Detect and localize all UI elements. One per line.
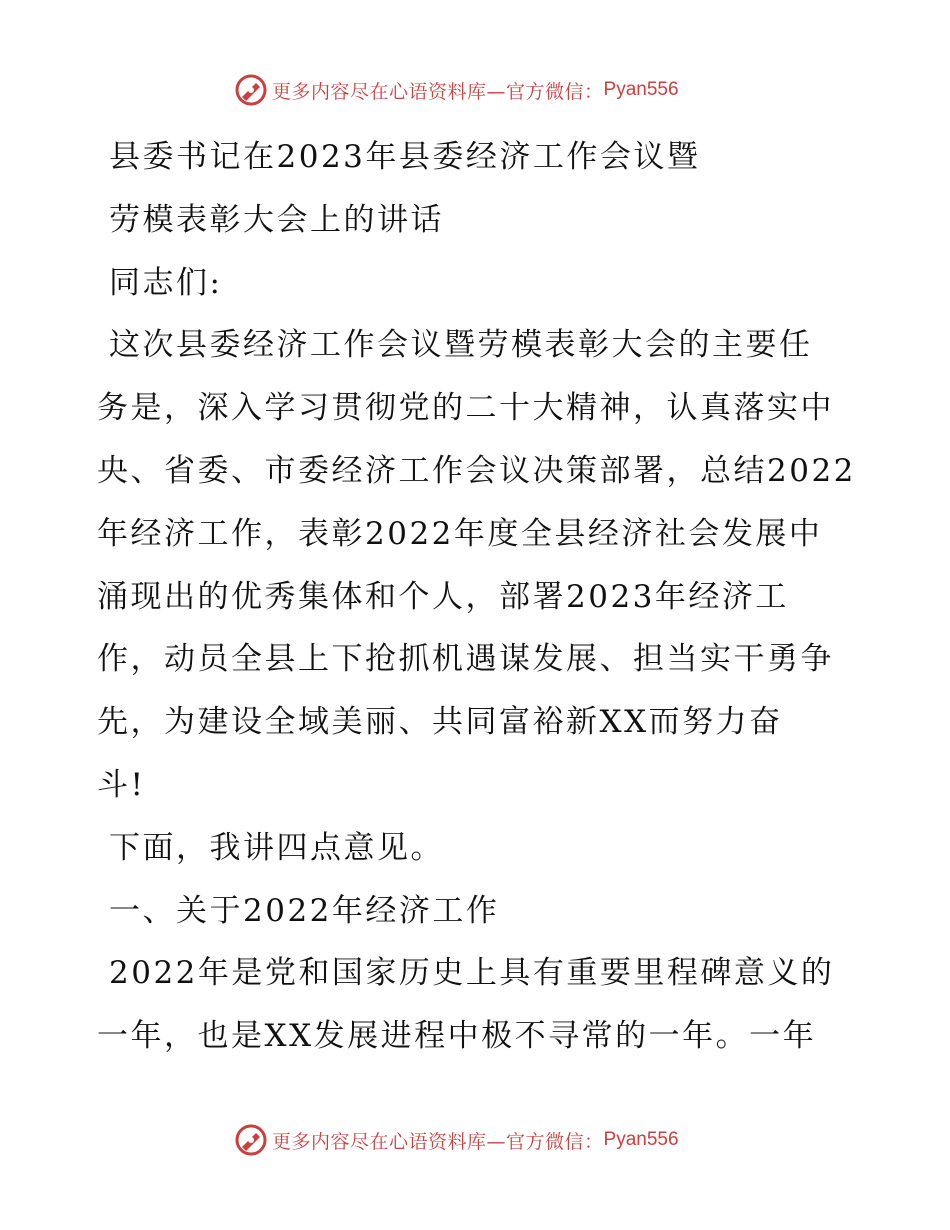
circular-pen-logo-icon	[234, 73, 268, 107]
paragraph-1-line-2: 务是，深入学习贯彻党的二十大精神，认真落实中	[97, 390, 834, 427]
title-line-1: 县委书记在2023年县委经济工作会议暨	[109, 139, 701, 175]
paragraph-1-line-8: 斗!	[97, 766, 146, 803]
paragraph-1-line-5: 涌现出的优秀集体和个人，部署2023年经济工	[97, 578, 789, 615]
paragraph-1-line-1: 这次县委经济工作会议暨劳模表彰大会的主要任	[109, 327, 813, 364]
watermark-text: 更多内容尽在心语资料库—官方微信：	[272, 80, 604, 103]
paragraph-1-line-3: 央、省委、市委经济工作会议决策部署，总结2022	[97, 452, 856, 489]
paragraph-2: 下面，我讲四点意见。	[109, 829, 444, 866]
watermark-wechat-id: Pyan556	[603, 79, 679, 100]
watermark-header	[234, 73, 679, 107]
section-1-heading: 一、关于2022年经济工作	[109, 892, 500, 929]
circular-pen-logo-icon	[234, 1123, 268, 1157]
paragraph-1-line-6: 作，动员全县上下抢抓机遇谋发展、担当实干勇争	[97, 641, 834, 678]
document-body	[97, 126, 867, 1068]
watermark-text: 更多内容尽在心语资料库—官方微信：	[272, 1130, 604, 1153]
title-line-2: 劳模表彰大会上的讲话	[109, 201, 444, 238]
salutation: 同志们:	[109, 264, 223, 301]
paragraph-1-line-7: 先，为建设全域美丽、共同富裕新XX而努力奋	[97, 704, 783, 741]
paragraph-3-line-2: 一年，也是XX发展进程中极不寻常的一年。一年	[97, 1018, 817, 1055]
watermark-footer	[234, 1123, 679, 1157]
watermark-wechat-id: Pyan556	[603, 1129, 679, 1150]
paragraph-3-line-1: 2022年是党和国家历史上具有重要里程碑意义的	[109, 955, 835, 992]
paragraph-1-line-4: 年经济工作，表彰2022年度全县经济社会发展中	[97, 515, 823, 552]
